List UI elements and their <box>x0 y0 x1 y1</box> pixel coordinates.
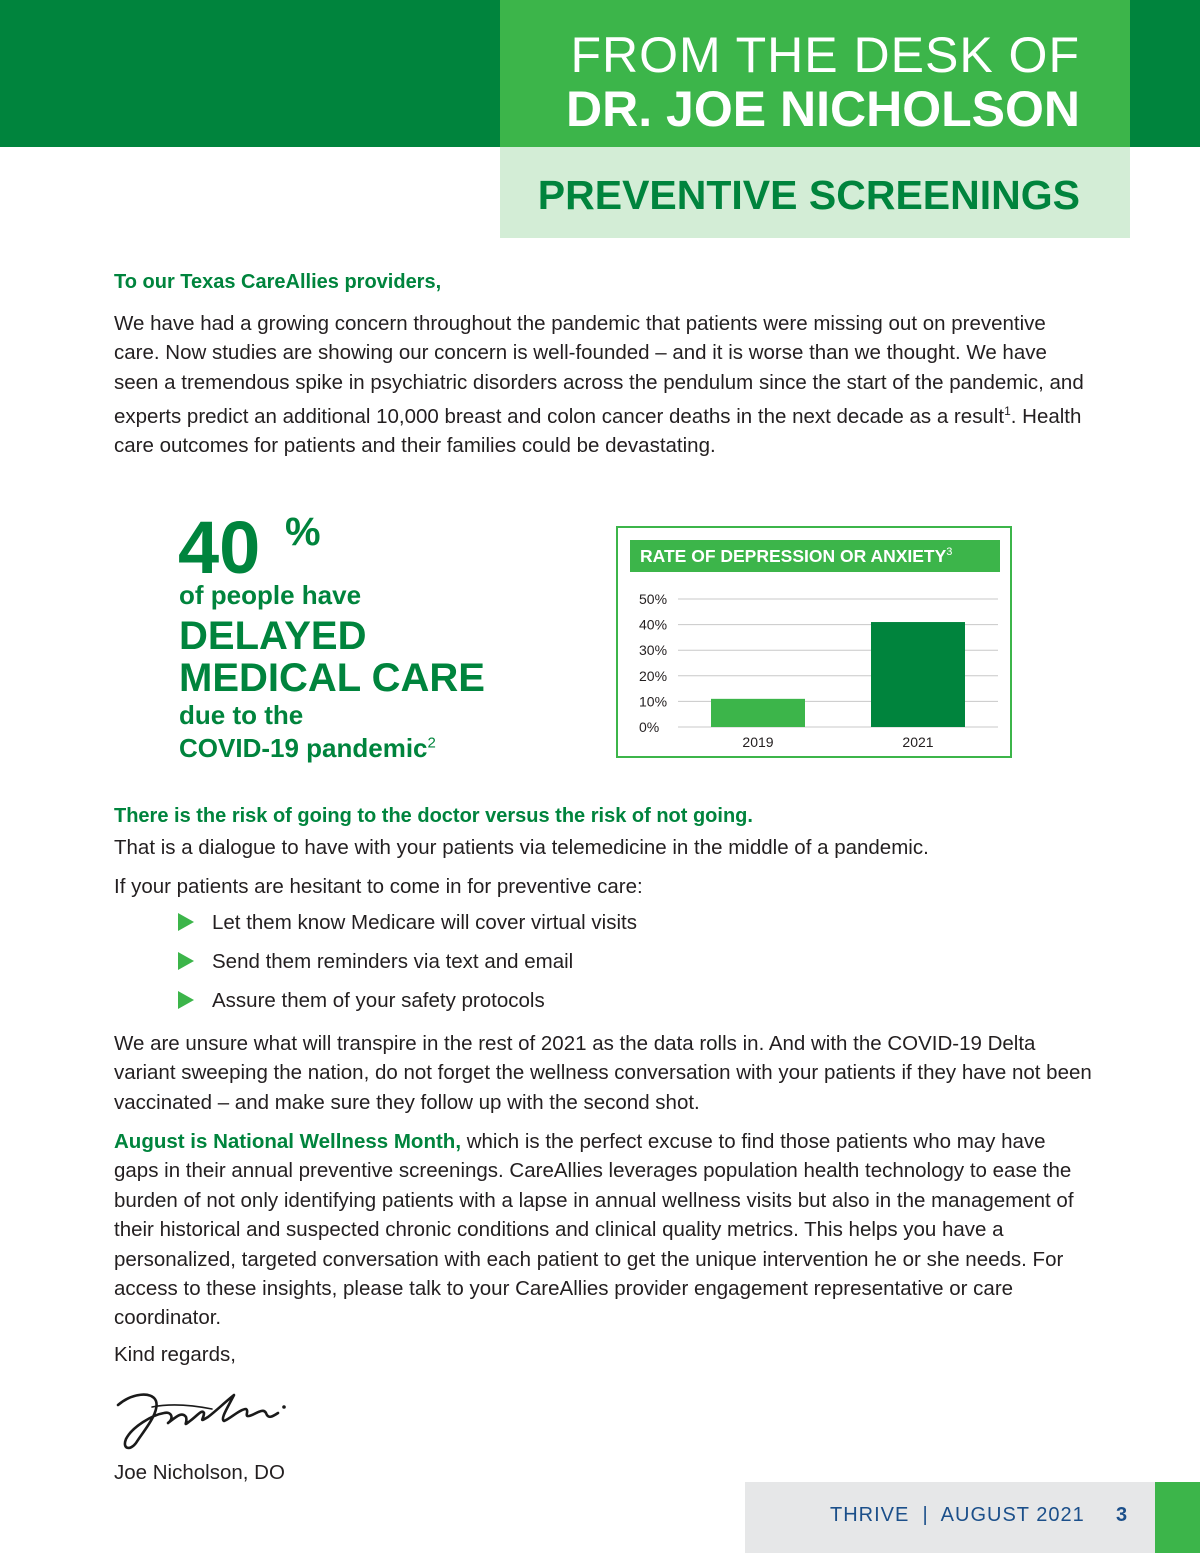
triangle-bullet-icon <box>178 991 194 1009</box>
stat-line-5-text: COVID-19 pandemic <box>179 733 428 763</box>
y-tick-label: 0% <box>639 719 660 735</box>
y-tick-label: 40% <box>639 616 668 633</box>
bullet-text: Send them reminders via text and email <box>212 950 574 973</box>
intro-paragraph <box>114 309 1094 461</box>
y-tick-label: 10% <box>639 693 668 710</box>
stat-number: 40 <box>178 506 261 589</box>
telemedicine-paragraph: That is a dialogue to have with your patients via telemedicine in the middle of a pandemic. <box>114 836 929 859</box>
intro-text-b: . Health care outcomes for patients and their families could be devastating. <box>114 405 1082 458</box>
salutation: To our Texas CareAllies providers, <box>114 271 442 293</box>
header-line-1: FROM THE DESK OF <box>570 27 1080 83</box>
wellness-month-highlight: August is National Wellness Month, <box>114 1130 462 1153</box>
delta-variant-paragraph: We are unsure what will transpire in the rest of 2021 as the data rolls in. And with the COVID-19 Delta variant sweeping the nation, do not forget the wellness conversation with your patients if they have not been vaccinated – and make sure they follow up with the second shot. <box>114 1032 1092 1114</box>
page-subtitle: PREVENTIVE SCREENINGS <box>537 172 1080 218</box>
bullet-item <box>178 950 573 974</box>
footnote-3: 3 <box>946 546 953 559</box>
bullet-text: Assure them of your safety protocols <box>212 989 545 1012</box>
hesitant-paragraph: If your patients are hesitant to come in for preventive care: <box>114 875 643 898</box>
wellness-month-text: which is the perfect excuse to find those patients who may have gaps in their annual preventive screenings. CareAllies leverages population health technology to ease the burden of not only identifying patients with a lapse in annual wellness visits but also in the management of their historical and suspected chronic conditions and clinical quality metrics. This helps you have a personalized, targeted conversation with each patient to get the unique intervention he or she needs. For access to these insights, please talk to your CareAllies provider engagement representative or care coordinator. <box>114 1130 1074 1330</box>
bar-2019 <box>711 699 805 727</box>
footnote-1: 1 <box>1004 404 1011 419</box>
bullet-item <box>178 911 637 935</box>
intro-text-a: We have had a growing concern throughout the pandemic that patients were missing out on preventive care. Now studies are showing our concern is well-founded – and it is worse than we thought. We have seen a tremendous spike in psychiatric disorders across the pendulum since the start of the pandemic, and experts predict an additional 10,000 breast and colon cancer deaths in the next decade as a result <box>114 312 1084 429</box>
footnote-2: 2 <box>427 734 436 752</box>
triangle-bullet-icon <box>178 913 194 931</box>
y-tick-label: 50% <box>639 591 668 607</box>
footer-accent <box>1155 1482 1200 1553</box>
page-number: 3 <box>1116 1504 1128 1526</box>
y-tick-label: 20% <box>639 667 668 684</box>
wellness-month-paragraph <box>114 1127 1094 1333</box>
stat-line-5 <box>179 733 436 764</box>
stat-line-2: DELAYED <box>179 614 367 658</box>
chart-plot <box>618 528 1014 760</box>
triangle-bullet-icon <box>178 952 194 970</box>
stat-line-3: MEDICAL CARE <box>179 656 485 700</box>
stat-percent-sign: % <box>285 510 321 554</box>
y-tick-label: 30% <box>639 642 668 659</box>
signature-image <box>112 1383 302 1455</box>
closing: Kind regards, <box>114 1343 236 1366</box>
chart-title-text: RATE OF DEPRESSION OR ANXIETY <box>640 546 947 566</box>
bullet-text: Let them know Medicare will cover virtual visits <box>212 911 637 934</box>
header-line-2: DR. JOE NICHOLSON <box>566 81 1080 137</box>
bar-2021 <box>871 622 965 727</box>
depression-anxiety-chart <box>616 526 1012 758</box>
x-tick-label: 2021 <box>902 734 934 750</box>
signer-name: Joe Nicholson, DO <box>114 1461 285 1484</box>
footer-publication: THRIVE | AUGUST 2021 <box>830 1504 1085 1526</box>
x-tick-label: 2019 <box>742 734 774 750</box>
stat-line-4: due to the <box>179 700 304 730</box>
risk-heading: There is the risk of going to the doctor versus the risk of not going. <box>114 805 753 827</box>
bullet-item <box>178 989 545 1013</box>
stat-line-1: of people have <box>179 580 362 610</box>
